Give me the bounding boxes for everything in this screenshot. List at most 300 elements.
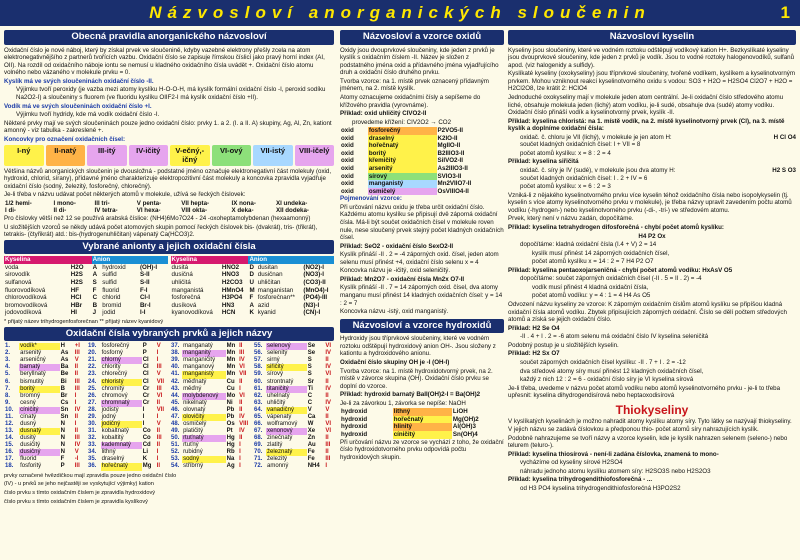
element-name: dusičitý: [20, 442, 41, 449]
element-name: selenový: [266, 343, 307, 350]
example-h2s2o7-b: dva středové atomy síry musí přinést 12 kladných oxidačních čísel,: [520, 367, 704, 375]
element-row: [4, 407, 85, 414]
greek-cell: 1/2 hemi-: [5, 199, 32, 207]
element-symbol: P: [142, 343, 147, 350]
example-h4aso5-head: Příklad: kyselina pentaoxojarseničná - chybí počet atomů vodíku: HxAsV O5: [508, 266, 733, 274]
element-name: manganistý: [182, 371, 226, 378]
element-row: [4, 421, 85, 428]
element-name: chlorečný: [101, 371, 128, 378]
element-oxnum: I: [74, 421, 77, 427]
element-oxnum: I: [156, 357, 159, 364]
acid-name: uhličitá: [171, 278, 191, 286]
oxide-row: [340, 150, 504, 158]
example-h4aso5-c: počet atomů vodíku: y = 4 : 1 = 4 H4 As O5: [532, 292, 651, 300]
element-name: olovnatý: [183, 406, 206, 413]
element-oxnum: IV: [325, 385, 331, 392]
example-h4p2o7-head: Příklad: kyselina tetrahydrogen difosforečná - chybí počet atomů kyslíku:: [508, 223, 724, 231]
element-oxnum: II: [156, 463, 161, 470]
element-row: [87, 414, 168, 421]
oxide-adjective: arsenitý: [368, 165, 437, 173]
anion-row: [171, 271, 335, 279]
paragraph-hydroxides-naming: Při určování názvu ze vzorce se vychází z toho, že oxidační číslo hydroxidotvorného prvku odpovídá počtu hydroxidových skupin.: [340, 438, 504, 461]
section-title-general: Obecná pravidla anorganického názvosloví: [4, 30, 334, 45]
example-h2s2o7-head: Příklad: H2 Sx O7: [508, 350, 560, 358]
acid-formula: H3PO4: [221, 294, 243, 302]
element-name: stříbrný: [183, 463, 204, 470]
element-index: 20.: [88, 350, 97, 357]
element-row: [4, 371, 85, 378]
example-hclo4-head: Příklad: kyselina chloristá: na 1. místě vodík, na 2. místě kyselinotvorný prvek (Cl), na 3. místě kyslík a doplníme oxidační čísla:: [508, 117, 785, 133]
suffix-4: IV-ičitý: [129, 145, 169, 165]
example-h2seo4-head: Příklad: H2 Se O4: [508, 324, 560, 332]
element-row: [253, 357, 334, 364]
element-name: xenonový: [266, 428, 307, 435]
hydroxide-formula: Sn(OH)4: [452, 431, 478, 439]
element-oxnum: IV: [74, 442, 81, 449]
anion-letter: A: [249, 301, 254, 309]
element-symbol: W: [307, 421, 314, 427]
element-oxnum: V: [156, 421, 161, 427]
element-name: lithný: [101, 449, 116, 456]
anion-name: jodid: [102, 309, 116, 317]
element-symbol: Fe: [307, 456, 315, 463]
element-symbol: Co: [142, 428, 151, 435]
element-symbol: P: [142, 350, 147, 357]
page-title: Názvosloví anorganických sloučenin: [149, 3, 651, 22]
suffix-5: V-ečný,-ičný: [170, 145, 210, 165]
element-row: [253, 435, 334, 442]
example-h2seo4-a: -II . 4 + I . 2 = -6 atom selenu má oxidační číslo IV kyselina seleničitá: [520, 333, 709, 341]
paragraph-arabic-numbers: Pro číslovky větší než 12 se používá arabská číslice: (NH4)6Mo7O24 - 24 -oxoheptamolybdenan (hexaamonný): [4, 214, 311, 222]
element-oxnum: II: [239, 435, 243, 442]
oxide-adjective: sírový: [368, 173, 437, 181]
element-name: uhelnatý: [267, 392, 290, 399]
example-h2s2o7-a: součet záporných oxidačních čísel kyslíku: -II . 7 + I . 2 = -12: [520, 358, 686, 366]
element-index: 21.: [88, 357, 97, 364]
element-index: 72.: [254, 463, 263, 470]
anions-table-right: [171, 256, 335, 317]
oxide-formula: SVIO3-II: [437, 172, 462, 180]
anion-formula: Cl-I: [139, 294, 150, 302]
element-symbol: Se: [307, 350, 316, 357]
anion-formula: Br-I: [139, 301, 151, 309]
element-name: wolframový: [267, 421, 298, 427]
formula: H2 S O3: [772, 167, 796, 175]
element-oxnum: III: [74, 385, 80, 392]
example-h2so3-head: Příklad: kyselina siřičitá: [508, 158, 579, 166]
element-name: vápenatý: [267, 413, 292, 420]
element-name: jodistý: [101, 406, 119, 413]
element-symbol: Mn: [226, 357, 236, 364]
greek-cell: VI hexa-: [136, 207, 161, 215]
element-oxnum: II: [74, 413, 79, 420]
element-index: 44.: [171, 392, 180, 399]
element-index: 34.: [88, 449, 97, 456]
anion-name: hydroxid: [102, 263, 126, 271]
element-name: měďný: [183, 385, 202, 392]
element-oxnum: III: [325, 442, 331, 449]
anion-name: uhličitan: [257, 278, 281, 286]
hydroxide-formula: LiOH: [452, 408, 468, 416]
element-index: 48.: [171, 421, 180, 427]
element-index: 67.: [254, 428, 263, 435]
element-name: vodík*: [19, 343, 60, 350]
element-row: [4, 449, 85, 456]
element-index: 71.: [254, 456, 263, 463]
element-name: měďnatý: [183, 378, 207, 385]
element-row: [87, 421, 168, 428]
element-row: [4, 364, 85, 371]
paragraph-single-oxnum: Některé prvky mají ve svých sloučeninách pouze jedno oxidační číslo: prvky 1. a 2. (I. a II. A) skupiny, Ag, Al, Zn, kationt amonný - viz tabulka - zakreslené +.: [4, 119, 332, 135]
hydroxide-adjective: hořečnatý: [393, 416, 452, 424]
element-symbol: Sn: [60, 406, 69, 413]
element-oxnum: II: [325, 449, 329, 456]
acid-formula: HF: [70, 286, 80, 294]
element-symbol: Mn: [226, 343, 236, 350]
element-row: [170, 350, 251, 357]
element-symbol: S: [307, 357, 312, 364]
element-name: fosforitý: [20, 463, 42, 470]
element-index: 36.: [88, 463, 97, 470]
element-name: uhličitý: [267, 399, 286, 406]
element-name: rtuťný: [183, 442, 199, 449]
element-oxnum: II: [239, 406, 243, 413]
oxide-row: [340, 157, 504, 165]
element-row: [87, 357, 168, 364]
element-oxnum: II: [239, 378, 243, 385]
paragraph-hydroxides-def: Hydroxidy jsou tříprvkové sloučeniny, které ve vodném roztoku odštěpují hydroxidový anion OH-. Jsou složeny z kationtu a hydroxidového anionu.: [340, 335, 496, 358]
element-symbol: Pb: [226, 406, 235, 413]
oxide-row: [340, 188, 504, 196]
element-symbol: Ni: [226, 399, 233, 406]
element-index: 63.: [254, 399, 263, 406]
section-title-hydroxides: Názvosloví a vzorce hydroxidů: [340, 319, 504, 334]
acid-formula: H2O: [70, 263, 84, 271]
anion-row: [4, 309, 168, 317]
element-name: železnatý: [266, 449, 307, 456]
acid-formula: HNO2: [221, 263, 240, 271]
element-row: [87, 463, 168, 470]
example-h4p2o7-c: počet atomů kyslíku x = 14 : 2 = 7 H4 P2 O7: [532, 258, 654, 266]
greek-cell: VIII okta-: [181, 207, 208, 215]
hydroxide-word: hydroxid: [341, 431, 368, 439]
oxide-word: oxid: [341, 157, 354, 165]
element-name: bismutitý: [20, 378, 44, 385]
anions-table-left: [4, 256, 168, 317]
element-oxnum: IV: [239, 428, 245, 435]
element-row: [4, 343, 85, 350]
oxide-adjective: křemičitý: [368, 157, 437, 165]
element-oxnum: VI: [239, 392, 245, 399]
element-row: [170, 463, 251, 470]
element-index: 35.: [88, 456, 97, 463]
element-index: 40.: [171, 364, 180, 371]
element-oxnum: I: [74, 392, 77, 399]
element-index: 70.: [254, 449, 263, 456]
element-index: 13.: [5, 428, 14, 435]
paragraph-seo2: Kyslík přináší -II . 2 = -4 záporných oxid. čísel, jeden atom selenu musí přinést +4, oxidační číslo selenu x = 4: [340, 251, 499, 266]
hydroxide-row: [340, 408, 504, 416]
example-h2so3-b: součet kladných oxidačních čísel: I . 2 + IV = 6: [520, 174, 648, 182]
element-index: 62.: [254, 392, 263, 399]
example-baoh2: Příklad: hydroxid barnatý BaII(OH)2-I = Ba(OH)2: [340, 391, 481, 399]
element-name: manganový: [183, 364, 215, 371]
element-oxnum: II: [325, 435, 329, 442]
element-oxnum: IV: [239, 357, 245, 364]
element-row: [170, 364, 251, 371]
oxide-adjective: boritý: [368, 150, 437, 158]
element-index: 29.: [88, 413, 97, 420]
element-index: 33.: [88, 442, 97, 449]
anion-formula: I-I: [139, 309, 146, 317]
element-name: chromnatý: [101, 400, 142, 407]
example-h4aso5-b: vodík musí přinést 4 kladná oxidační čísla,: [532, 283, 649, 291]
element-oxnum: IV: [325, 364, 331, 371]
anion-row: [4, 294, 168, 302]
element-row: [87, 400, 168, 407]
element-name: siřičitý: [266, 364, 307, 371]
element-oxnum: III: [74, 378, 80, 385]
paragraph-simple-oxoacids: Jednoduché oxokyseliny mají v molekule jeden atom centrální. Je-li oxidační číslo středového atomu liché, obsahuje molekula jeden (lichý) atom vodíku, je-li sudé, obsahuje dva (sudé) atomy vodíku. Oxidační číslo přináší vodík a kyselinotvorný prvek, kyslík -II.: [508, 93, 784, 117]
element-index: 68.: [254, 435, 263, 442]
acid-name: voda: [5, 263, 19, 271]
hydroxides-body: [340, 408, 504, 438]
element-oxnum: V: [325, 406, 330, 413]
element-index: 25.: [88, 385, 97, 392]
anion-name: sulfid: [102, 278, 117, 286]
element-index: 22.: [88, 364, 97, 371]
element-index: 6.: [5, 378, 11, 385]
anion-letter: D: [249, 263, 254, 271]
element-oxnum: III: [74, 463, 80, 470]
hydroxide-word: hydroxid: [341, 423, 368, 431]
element-name: manganitý: [182, 350, 226, 357]
element-oxnum: IV: [239, 413, 245, 420]
oxide-formula: SiIVO2-II: [437, 157, 463, 165]
element-symbol: Cl: [142, 357, 149, 364]
element-oxnum: VIII: [239, 421, 249, 427]
element-name: zinečnatý: [267, 435, 293, 442]
element-index: 41.: [171, 371, 180, 378]
acid-formula: HI: [70, 309, 77, 317]
element-index: 2.: [5, 350, 11, 357]
element-symbol: Se: [307, 343, 316, 350]
element-symbol: Rb: [226, 449, 235, 456]
element-oxnum: IV: [325, 399, 331, 406]
element-row: [253, 407, 334, 414]
element-symbol: Ca: [307, 413, 316, 420]
suffix-3: III-itý: [87, 145, 127, 165]
oxide-formula: Mn2VIIO7-II: [437, 180, 472, 188]
anion-formula: (PO4)-III: [303, 294, 328, 302]
anion-formula: (CO3)-II: [303, 278, 326, 286]
element-row: [170, 435, 251, 442]
element-oxnum: VI: [325, 371, 331, 378]
element-row: [253, 364, 334, 371]
anion-row: [4, 302, 168, 310]
anion-formula: F-I: [139, 286, 148, 294]
element-index: 31.: [88, 428, 97, 435]
anion-header: Anion: [248, 256, 334, 264]
element-symbol: Cr: [142, 392, 150, 399]
element-symbol: V: [307, 406, 312, 413]
element-index: 1.: [5, 343, 11, 350]
element-symbol: P: [60, 463, 65, 470]
text: oxidač. č. síry je IV (sudé), v molekule jsou dva atomy H:: [520, 167, 676, 175]
paragraph-oxides-cross: Atomy oznacujeme oxidačními čísly a sepíšeme do křížového pravidla (vyrovnáme).: [340, 93, 481, 109]
acid-name: kyanovodíková: [171, 309, 213, 317]
element-row: [253, 371, 334, 378]
hydroxide-row: [340, 423, 504, 431]
element-index: 30.: [88, 421, 97, 427]
paragraph-naoh: Je-li za závorkou 1, závorka se nepíše: NaOH: [340, 399, 466, 407]
element-symbol: K: [142, 456, 148, 463]
oxide-adjective: osmičelý: [368, 188, 437, 196]
paragraph-missing-element: Prvek, který není v názvu zadán, dopočítáme.: [508, 215, 634, 223]
element-name: fluorid: [20, 456, 37, 463]
element-oxnum: VI: [239, 364, 245, 371]
greek-cell: X deka-: [231, 207, 254, 215]
element-oxnum: II: [74, 428, 79, 435]
column-oxides-hydroxides: [340, 30, 504, 556]
element-name: sirný: [267, 357, 280, 364]
element-symbol: C: [307, 392, 313, 399]
element-row: [87, 364, 168, 371]
oxide-formula: OsVIIIO4-II: [437, 187, 469, 195]
acid-formula: HCl: [70, 294, 82, 302]
element-name: dusný: [20, 421, 37, 427]
paragraph-hydroxides-formula: Tvorba vzorce: na 1. místě hydroxidotvorný prvek, na 2. místě v závorce skupina (OH). Oxidační číslo prvku se doplní do vzorce.: [340, 367, 493, 390]
suffix-7: VII-istý: [253, 145, 293, 165]
hydroxide-adjective: hlinitý: [393, 423, 452, 431]
acid-header: Kyselina: [4, 256, 92, 264]
element-name: jodný: [101, 413, 116, 420]
element-symbol: Pb: [226, 413, 235, 420]
element-oxnum: II: [156, 399, 161, 406]
anion-row: [4, 279, 168, 287]
element-symbol: Cr: [142, 385, 150, 392]
example-thiosulfuric-head: Příklad: kyselina thiosírová - není-li zadána číslovka, znamená to mono-: [508, 450, 719, 458]
element-name: beryllnatý: [20, 371, 46, 378]
anion-name: bromid: [102, 301, 122, 309]
element-symbol: N: [60, 449, 65, 456]
greek-cell: I mono-: [53, 199, 76, 207]
element-index: 18.: [5, 463, 14, 470]
element-symbol: Au: [307, 442, 316, 449]
paragraph-isopoly: Vzniká-li z nějakého kyselinotvorného prvku více kyselin téhož oxidačního čísla nebo isopolykyselin (tj. kyselin s více atomy kyselinotvorného prvku v molekule), je třeba názvy upravit zavedením počtu atomů vodíku (-hydrogen-) nebo kyselinotvorného prvku (-di-, -tri-) ve středovém atomu.: [508, 191, 792, 214]
element-name: fosforečný: [101, 343, 130, 350]
element-row: [4, 428, 85, 435]
element-oxnum: II: [156, 442, 161, 449]
element-symbol: Xe: [307, 428, 316, 435]
element-row: [4, 435, 85, 442]
element-index: 69.: [254, 442, 263, 449]
oxide-word: oxid: [341, 149, 354, 157]
element-row: [253, 442, 334, 449]
element-oxnum: IV: [74, 406, 81, 413]
acid-name: manganistá: [171, 286, 204, 294]
anion-letter: B: [92, 301, 98, 309]
element-symbol: Hg: [226, 442, 235, 449]
element-row: [87, 442, 168, 449]
anion-name: sulfid: [102, 271, 117, 279]
element-oxnum: II: [325, 413, 329, 420]
anion-letter: S: [92, 278, 97, 286]
element-oxnum: III: [325, 456, 331, 463]
element-index: 14.: [5, 435, 14, 442]
example-h2so3-c: počet atomů kyslíku: x = 6 : 2 = 3: [520, 183, 611, 191]
acid-name: sirovodík: [5, 271, 30, 279]
anion-formula: (NO3)-I: [303, 271, 325, 279]
anion-letter: D: [249, 271, 254, 279]
element-row: [4, 379, 85, 386]
element-index: 26.: [88, 392, 97, 399]
greek-cell: II di-: [53, 207, 67, 215]
element-symbol: N: [60, 428, 65, 435]
formula: H Cl O4: [773, 133, 796, 141]
column-general-rules: [4, 30, 334, 556]
greek-numerals-table: [4, 200, 334, 215]
anion-row: [171, 294, 335, 302]
oxide-adjective: manganistý: [368, 180, 437, 188]
greek-cell: XII dodeka-: [275, 207, 309, 215]
element-index: 57.: [254, 357, 263, 364]
paragraph-hydrides: Výjimku tvoří hydridy, kde má vodík oxidační číslo -I.: [16, 111, 160, 119]
element-row: [170, 357, 251, 364]
element-index: 5.: [5, 371, 11, 378]
element-oxnum: II: [325, 392, 329, 399]
element-row: [170, 407, 251, 414]
element-row: [4, 414, 85, 421]
oxide-example-head: Příklad: oxid uhličitý CIVO2-II: [340, 110, 427, 118]
paragraph-seleno: Podobně nahrazujeme se tvoří názvy a vzorce kyselin, kde je kyslík nahrazen selenem (seleno-) nebo telurem (teluro-).: [508, 434, 788, 450]
elements-column: [253, 343, 334, 470]
element-name: molybdenový: [182, 393, 226, 400]
acid-formula: H2S: [70, 271, 83, 279]
anion-row: [171, 287, 335, 295]
element-symbol: Os: [226, 421, 235, 427]
element-index: 3.: [5, 357, 11, 364]
hydroxide-adjective: cíničitý: [393, 431, 452, 439]
oxide-word: oxid: [341, 127, 354, 135]
element-row: [87, 386, 168, 393]
element-oxnum: I: [239, 456, 241, 463]
oxide-row: [340, 180, 504, 188]
element-index: 45.: [171, 399, 180, 406]
element-row: [253, 463, 334, 470]
element-oxnum: II: [239, 343, 243, 350]
acid-formula: HNO3: [221, 271, 240, 279]
element-symbol: I: [142, 421, 145, 427]
element-index: 42.: [171, 378, 180, 385]
element-symbol: N: [60, 435, 65, 442]
anion-name: chlorid: [102, 294, 121, 302]
element-oxnum: III: [156, 385, 162, 392]
oxide-example-rule: provedeme křížení: CIV2O2 → CO2: [352, 118, 452, 126]
element-symbol: Mn: [226, 350, 236, 357]
element-oxnum: VII: [239, 371, 247, 378]
hydroxide-row: [340, 431, 504, 439]
anion-row: [171, 309, 335, 317]
anion-formula: (NO2)-I: [303, 263, 325, 271]
anion-row: [4, 271, 168, 279]
example-h4p2o7-b: kyslík musí přinést 14 záporných oxidačních čísel,: [532, 249, 670, 257]
acid-name: jodovodíková: [5, 309, 42, 317]
element-symbol: B: [60, 385, 65, 392]
anion-letter: K: [249, 309, 254, 317]
element-name: cínatý: [20, 413, 37, 420]
example-h4p2o7-a: dopočítáme: kladná oxidační čísla (I.4 + V) 2 = 14: [520, 241, 657, 249]
